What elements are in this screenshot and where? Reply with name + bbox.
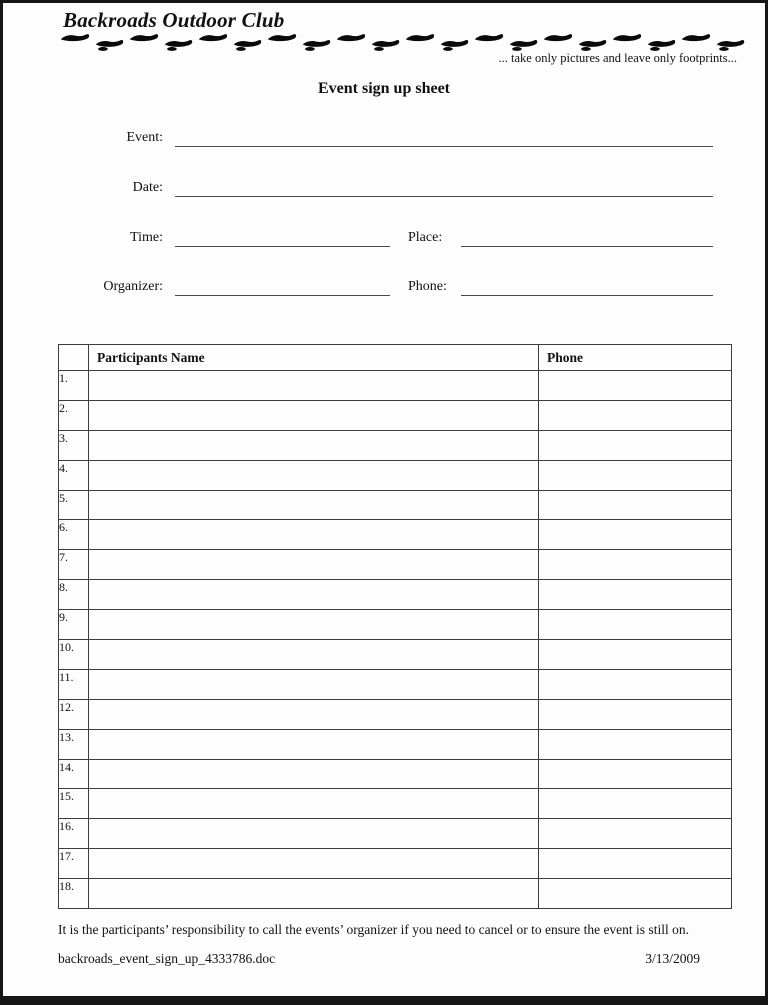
table-row [59, 640, 732, 670]
participant-name-cell[interactable] [89, 669, 539, 699]
row-number: 18. [59, 879, 89, 909]
page-title: Event sign up sheet [317, 80, 451, 97]
phone-column-header: Phone [539, 345, 732, 371]
place-label: Place: [408, 230, 443, 245]
participant-phone-cell[interactable] [539, 371, 732, 401]
table-row [59, 669, 732, 699]
participant-name-cell[interactable] [89, 430, 539, 460]
row-number: 17. [59, 849, 89, 879]
club-name: Backroads Outdoor Club [63, 8, 285, 32]
participant-phone-cell[interactable] [539, 400, 732, 430]
responsibility-note: It is the participants’ responsibility to call the events’ organizer if you need to cancel or to ensure the event is still on. [58, 922, 689, 937]
participant-phone-cell[interactable] [539, 759, 732, 789]
row-number: 12. [59, 699, 89, 729]
footprint-icon [267, 32, 297, 52]
footprint-icon [302, 37, 332, 57]
table-row [59, 699, 732, 729]
row-number: 14. [59, 759, 89, 789]
participant-name-cell[interactable] [89, 520, 539, 550]
time-label: Time: [130, 230, 163, 245]
phone-fill-line[interactable] [461, 282, 713, 296]
footprint-icon [612, 32, 642, 52]
footprint-icon [405, 32, 435, 52]
participant-name-cell[interactable] [89, 610, 539, 640]
table-row [59, 520, 732, 550]
footprint-icon [95, 37, 125, 57]
table-row [59, 729, 732, 759]
table-row [59, 849, 732, 879]
table-row [59, 819, 732, 849]
participant-phone-cell[interactable] [539, 669, 732, 699]
participant-name-cell[interactable] [89, 580, 539, 610]
footprint-icon [198, 32, 228, 52]
footprint-icon [371, 37, 401, 57]
organizer-fill-line[interactable] [175, 282, 390, 296]
table-row [59, 490, 732, 520]
table-row [59, 460, 732, 490]
table-row [59, 580, 732, 610]
participant-phone-cell[interactable] [539, 610, 732, 640]
table-row [59, 610, 732, 640]
participant-name-cell[interactable] [89, 789, 539, 819]
footprint-icon [440, 37, 470, 57]
table-row [59, 550, 732, 580]
participant-name-cell[interactable] [89, 400, 539, 430]
row-number: 16. [59, 819, 89, 849]
footprint-icon [681, 32, 711, 52]
table-row [59, 879, 732, 909]
participant-phone-cell[interactable] [539, 520, 732, 550]
row-number: 6. [59, 520, 89, 550]
participant-name-cell[interactable] [89, 460, 539, 490]
footprint-icon [474, 32, 504, 52]
row-number: 1. [59, 371, 89, 401]
participant-name-cell[interactable] [89, 819, 539, 849]
event-label: Event: [126, 130, 163, 145]
row-number: 4. [59, 460, 89, 490]
participant-phone-cell[interactable] [539, 550, 732, 580]
participant-name-cell[interactable] [89, 640, 539, 670]
participant-phone-cell[interactable] [539, 580, 732, 610]
participant-name-cell[interactable] [89, 490, 539, 520]
participants-name-column-header: Participants Name [89, 345, 539, 371]
row-number: 2. [59, 400, 89, 430]
row-number: 10. [59, 640, 89, 670]
document-date: 3/13/2009 [645, 951, 700, 966]
row-number: 11. [59, 669, 89, 699]
participant-phone-cell[interactable] [539, 430, 732, 460]
row-number: 7. [59, 550, 89, 580]
table-row [59, 759, 732, 789]
footprint-icon [336, 32, 366, 52]
participant-phone-cell[interactable] [539, 490, 732, 520]
place-fill-line[interactable] [461, 233, 713, 247]
event-fill-line[interactable] [175, 133, 713, 147]
row-number: 8. [59, 580, 89, 610]
participant-name-cell[interactable] [89, 550, 539, 580]
participants-table [58, 344, 732, 909]
participant-phone-cell[interactable] [539, 640, 732, 670]
participant-name-cell[interactable] [89, 759, 539, 789]
date-label: Date: [132, 180, 163, 195]
row-number: 5. [59, 490, 89, 520]
footprint-icon [543, 32, 573, 52]
table-body [59, 371, 732, 909]
participant-phone-cell[interactable] [539, 699, 732, 729]
organizer-label: Organizer: [103, 279, 163, 294]
participant-phone-cell[interactable] [539, 460, 732, 490]
table-row [59, 371, 732, 401]
time-fill-line[interactable] [175, 233, 390, 247]
participant-name-cell[interactable] [89, 879, 539, 909]
footprint-icon [164, 37, 194, 57]
row-number: 3. [59, 430, 89, 460]
row-number: 15. [59, 789, 89, 819]
tagline: ... take only pictures and leave only footprints... [498, 51, 737, 65]
participant-name-cell[interactable] [89, 699, 539, 729]
participant-name-cell[interactable] [89, 729, 539, 759]
date-fill-line[interactable] [175, 183, 713, 197]
participant-phone-cell[interactable] [539, 789, 732, 819]
participant-name-cell[interactable] [89, 371, 539, 401]
page-bottom-edge [3, 996, 765, 1005]
table-row [59, 789, 732, 819]
participant-name-cell[interactable] [89, 849, 539, 879]
footprint-icon [60, 32, 90, 52]
document-filename: backroads_event_sign_up_4333786.doc [58, 951, 276, 966]
phone-label: Phone: [408, 279, 447, 294]
participant-phone-cell[interactable] [539, 819, 732, 849]
participant-phone-cell[interactable] [539, 879, 732, 909]
table-header-row [59, 345, 732, 371]
table-row [59, 430, 732, 460]
footprint-icon [129, 32, 159, 52]
participant-phone-cell[interactable] [539, 729, 732, 759]
table-row [59, 400, 732, 430]
number-column-header [59, 345, 89, 371]
row-number: 13. [59, 729, 89, 759]
participant-phone-cell[interactable] [539, 849, 732, 879]
footprint-icon [233, 37, 263, 57]
row-number: 9. [59, 610, 89, 640]
